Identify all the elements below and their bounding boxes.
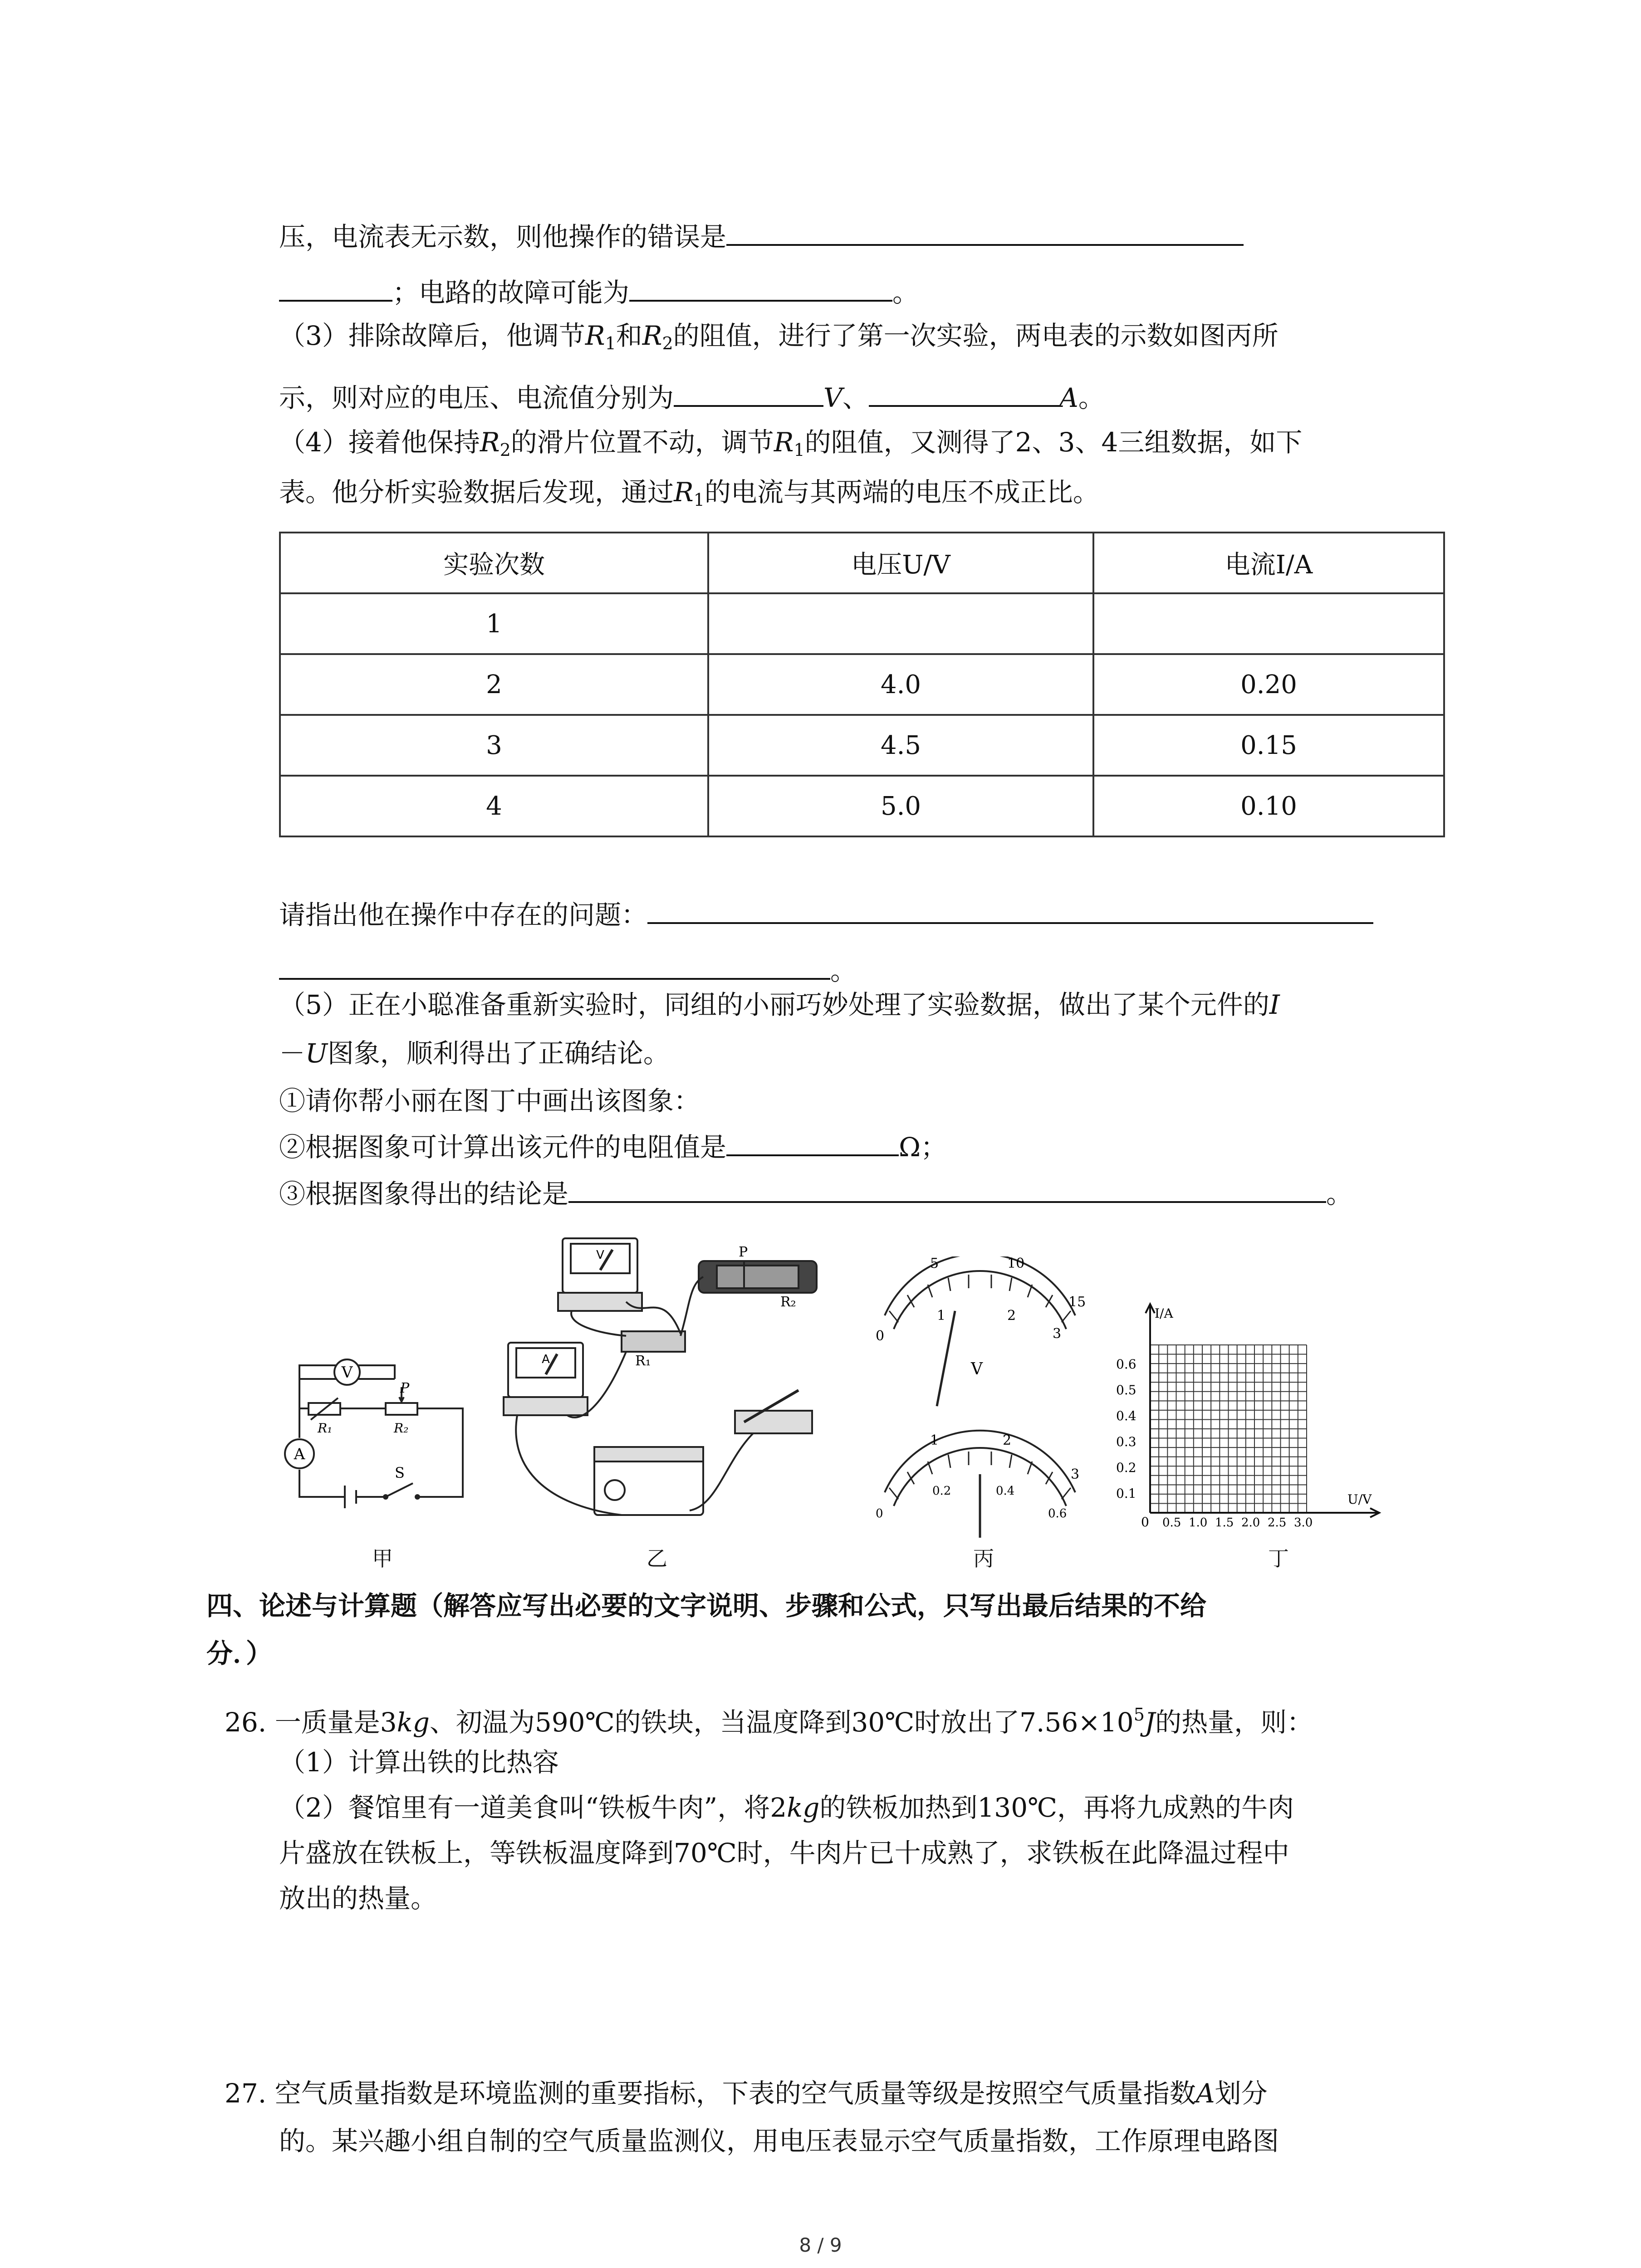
section4-title: 四、论述与计算题（解答应写出必要的文字说明、步骤和公式，只写出最后结果的不给	[206, 1590, 1207, 1621]
r1-label: R₁	[318, 1421, 333, 1436]
table-row	[280, 715, 1444, 776]
q25-c3: ③根据图象得出的结论是 。	[279, 1175, 1352, 1212]
table-header-cell: 电流I/A	[1093, 533, 1444, 593]
r2-label: R₂	[394, 1421, 409, 1436]
table-cell: 3	[280, 715, 708, 776]
y-tick-label: 0.5	[1116, 1383, 1136, 1398]
table-cell: 4.5	[708, 715, 1093, 776]
x-tick-label: 3.0	[1294, 1516, 1313, 1530]
q25-problem-line2: 。	[279, 952, 857, 989]
volt-tick-top: 15	[1068, 1294, 1086, 1310]
iu-graph-grid-ding[interactable]	[1107, 1297, 1388, 1533]
x-tick-label: 2.5	[1268, 1516, 1287, 1530]
switch-label: S	[395, 1464, 405, 1481]
answer-blank[interactable]	[568, 1175, 1326, 1203]
q25-problem-line: 请指出他在操作中存在的问题：	[279, 896, 1373, 933]
y-tick-label: 0.4	[1116, 1408, 1136, 1423]
slider-p-label: P	[739, 1244, 748, 1260]
q26-part2-line3: 放出的热量。	[279, 1883, 437, 1914]
ammeter-label: A	[294, 1445, 305, 1463]
origin-label: 0	[1141, 1515, 1149, 1530]
table-cell: 0.10	[1093, 776, 1444, 836]
table-cell[interactable]	[708, 593, 1093, 654]
table-cell[interactable]	[1093, 593, 1444, 654]
volt-tick-bottom: 2	[1007, 1308, 1016, 1324]
y-tick-label: 0.2	[1116, 1460, 1136, 1475]
experiment-data-table	[279, 532, 1445, 837]
amp-tick-top: 1	[930, 1432, 939, 1448]
figure-label-ding: 丁	[1268, 1546, 1289, 1571]
figure-label-bing: 丙	[973, 1546, 994, 1571]
q26-line1: 26. 一质量是3kg、初温为590℃的铁块，当温度降到30℃时放出了$7.56\times 10^5J$的热量，则：	[225, 1705, 1313, 1738]
y-axis-label: I/A	[1155, 1306, 1173, 1321]
answer-blank[interactable]	[279, 274, 392, 302]
y-tick-label: 0.1	[1116, 1486, 1136, 1501]
r2-device-label: R₂	[780, 1294, 796, 1310]
table-header-cell: 电压U/V	[708, 533, 1093, 593]
amp-tick-top: 2	[1003, 1432, 1012, 1448]
table-cell: 0.20	[1093, 654, 1444, 715]
table-cell: 4	[280, 776, 708, 836]
wiring-diagram-yi	[490, 1234, 844, 1542]
amp-tick-bottom: 0.6	[1048, 1507, 1067, 1520]
q26-part2: （2）餐馆里有一道美食叫“铁板牛肉”，将2kg的铁板加热到130℃，再将九成熟的牛肉	[279, 1792, 1294, 1823]
x-tick-label: 1.5	[1215, 1516, 1234, 1530]
amp-tick-bottom: 0.2	[932, 1484, 951, 1498]
answer-blank[interactable]	[726, 1128, 899, 1156]
table-header-row	[280, 533, 1444, 593]
q25-c1: ①请你帮小丽在图丁中画出该图象：	[279, 1085, 700, 1116]
q25-sub4: （4）接着他保持$R_2$的滑片位置不动，调节$R_1$的阻值，又测得了2、3、4三组数据，如下	[279, 427, 1303, 460]
answer-blank[interactable]	[869, 379, 1059, 407]
r1-device-label: R₁	[635, 1353, 651, 1369]
table-cell: 0.15	[1093, 715, 1444, 776]
answer-blank[interactable]	[647, 896, 1373, 924]
table-row	[280, 654, 1444, 715]
voltmeter-device-label: V	[596, 1248, 604, 1262]
table-cell: 2	[280, 654, 708, 715]
page-number: 8 / 9	[799, 2234, 842, 2256]
answer-blank[interactable]	[279, 952, 830, 980]
table-row	[280, 593, 1444, 654]
figure-label-jia: 甲	[372, 1546, 393, 1571]
q25-line1: 压，电流表无示数，则他操作的错误是	[279, 218, 1244, 255]
q25-sub4-line2: 表。他分析实验数据后发现，通过$R_1$的电流与其两端的电压不成正比。	[279, 477, 1099, 510]
table-header-cell: 实验次数	[280, 533, 708, 593]
circuit-diagram-jia	[272, 1329, 481, 1520]
amp-tick-bottom: 0	[876, 1507, 883, 1520]
q25-sub3: （3）排除故障后，他调节$R_1$和$R_2$的阻值，进行了第一次实验，两电表的示数如图丙所	[279, 320, 1279, 353]
figure-label-yi: 乙	[647, 1546, 667, 1571]
volt-tick-top: 5	[930, 1256, 939, 1271]
amp-tick-top: 3	[1071, 1466, 1080, 1482]
q26-part1: （1）计算出铁的比热容	[279, 1747, 559, 1778]
resistor-r1-box	[622, 1331, 685, 1352]
x-axis-label: U/V	[1347, 1492, 1372, 1507]
q25-sub5: （5）正在小聪准备重新实验时，同组的小丽巧妙处理了实验数据，做出了某个元件的I	[279, 989, 1280, 1020]
ammeter-device-label: A	[542, 1353, 550, 1366]
q25-sub3-line2: 示，则对应的电压、电流值分别为 V、 A。	[279, 379, 1105, 416]
answer-blank[interactable]	[674, 379, 823, 407]
q25-c2: ②根据图象可计算出该元件的电阻值是 Ω；	[279, 1128, 947, 1165]
table-cell: 4.0	[708, 654, 1093, 715]
table-cell: 1	[280, 593, 708, 654]
volt-tick-bottom: 1	[937, 1308, 946, 1324]
answer-blank[interactable]	[629, 274, 892, 302]
y-tick-label: 0.3	[1116, 1434, 1136, 1449]
q27-line1: 27. 空气质量指数是环境监测的重要指标，下表的空气质量等级是按照空气质量指数A划分	[225, 2078, 1268, 2109]
voltmeter-label: V	[341, 1364, 353, 1382]
q27-line2: 的。某兴趣小组自制的空气质量监测仪，用电压表显示空气质量指数，工作原理电路图	[279, 2126, 1279, 2156]
volt-tick-bottom: 0	[876, 1328, 885, 1344]
y-tick-label: 0.6	[1116, 1357, 1136, 1372]
x-tick-label: 1.0	[1189, 1516, 1208, 1530]
x-tick-label: 0.5	[1162, 1516, 1181, 1530]
q26-part2-line2: 片盛放在铁板上，等铁板温度降到70℃时，牛肉片已十成熟了，求铁板在此降温过程中	[279, 1838, 1289, 1868]
table-row	[280, 776, 1444, 836]
volt-unit: V	[971, 1360, 983, 1378]
dial-ticks	[889, 1275, 1071, 1499]
volt-tick-bottom: 3	[1053, 1326, 1062, 1342]
q25-sub5-line2: －U图象，顺利得出了正确结论。	[279, 1038, 670, 1069]
slider-label: P	[400, 1380, 410, 1396]
volt-tick-top: 10	[1007, 1256, 1025, 1271]
answer-blank[interactable]	[726, 218, 1244, 246]
amp-tick-bottom: 0.4	[996, 1484, 1015, 1498]
section4-title-line2: 分．）	[206, 1638, 273, 1669]
table-cell: 5.0	[708, 776, 1093, 836]
meter-dials-bing	[857, 1256, 1112, 1538]
q25-line2: ；电路的故障可能为 。	[279, 274, 919, 311]
x-tick-label: 2.0	[1241, 1516, 1260, 1530]
